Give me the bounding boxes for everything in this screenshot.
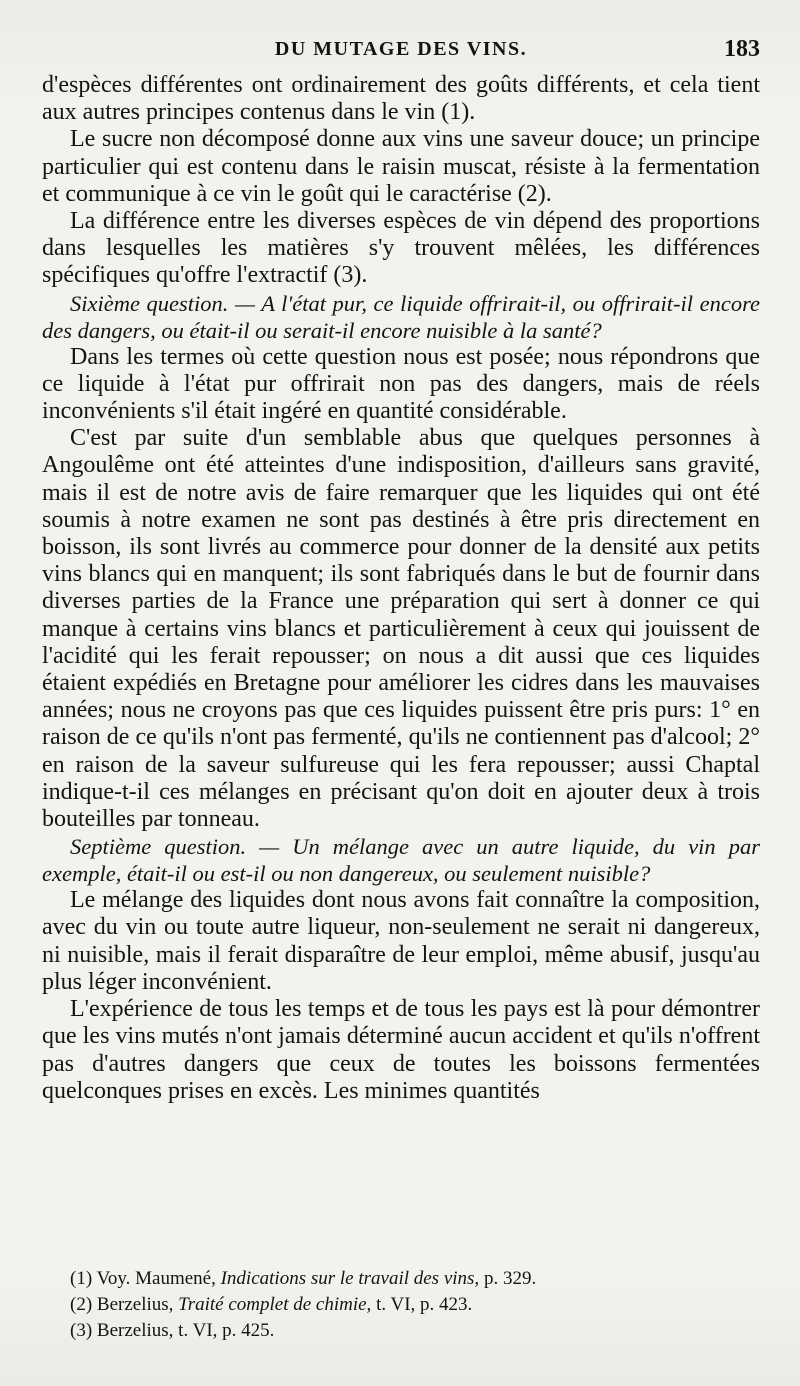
footnote-title: Traité complet de chimie, <box>178 1294 372 1315</box>
footnote-author: Voy. Maumené, <box>96 1268 216 1289</box>
footnote-title: Indications sur le travail des vins, <box>220 1268 480 1289</box>
paragraph: L'expérience de tous les temps et de tous les pays est là pour démontrer que les vins mutés n'ont jamais déterminé aucun accident et qu'ils n'offrent pas d'autres dangers que ceux de toutes les boissons fermentées quelconques prises en excès. Les minimes quantités <box>42 996 760 1104</box>
footnote-author: Berzelius, <box>96 1294 174 1315</box>
running-title: DU MUTAGE DES VINS. <box>274 38 528 60</box>
sixth-question <box>42 290 760 344</box>
body-text <box>42 72 760 1105</box>
footnote-author: Berzelius, <box>96 1320 174 1341</box>
paragraph: Dans les termes où cette question nous est posée; nous répondrons que ce liquide à l'état pur offrirait non pas des dangers, mais de réels inconvénients s'il était ingéré en quantité considérable. <box>42 343 760 425</box>
paragraph: Le sucre non décomposé donne aux vins une saveur douce; un principe particulier qui est contenu dans le raisin muscat, résiste à la fermentation et communique à ce vin le goût qui le caractérise (2). <box>42 126 760 207</box>
footnote-marker: (2) <box>70 1294 93 1315</box>
footnote-ref: t. VI, p. 425. <box>178 1320 275 1341</box>
question-text: — A l'état pur, ce liquide offrirait-il, ou offrirait-il encore des dangers, ou était-il ou serait-il encore nuisible à la santé? <box>42 290 760 343</box>
footnote-ref: t. VI, p. 423. <box>376 1294 473 1315</box>
footnote <box>70 1266 760 1292</box>
seventh-question <box>42 833 760 887</box>
paragraph: C'est par suite d'un semblable abus que quelques personnes à Angoulême ont été atteintes d'une indisposition, d'ailleurs sans gravité, mais il est de notre avis de faire remarquer que les liquides qui ont été soumis à notre examen ne sont pas destinés à être pris directement en boisson, ils sont livrés au commerce pour donner de la densité aux petits vins blancs qui en manquent; ils sont fabriqués dans le but de fournir dans diverses parties de la France une préparation qui sert à donner ce qui manque à certains vins blancs et particulièrement à ceux qui jouissent de l'acidité qui les ferait repousser; on nous a dit aussi que ces liquides étaient expédiés en Bretagne pour améliorer les cidres dans les mauvaises années; nous ne croyons pas que ces liquides puissent être pris purs: 1° en raison de ce qu'ils n'ont pas fermenté, qu'ils ne contiennent pas d'alcool; 2° en raison de la saveur sulfureuse qui les fera repousser; aussi Chaptal indique-t-il ces mélanges en précisant qu'on doit en ajouter deux à trois bouteilles par tonneau. <box>42 425 760 833</box>
footnotes <box>70 1266 760 1344</box>
question-label: Septième question. <box>70 834 247 860</box>
page-number: 183 <box>724 36 760 62</box>
question-text: — Un mélange avec un autre liquide, du vin par exemple, était-il ou est-il ou non dangereux, ou seulement nuisible? <box>42 834 760 887</box>
footnote-ref: p. 329. <box>483 1268 537 1289</box>
footnote <box>70 1318 760 1344</box>
paragraph: Le mélange des liquides dont nous avons fait connaître la composition, avec du vin ou toute autre liqueur, non-seulement ne serait ni dangereux, ni nuisible, mais il ferait disparaître de leur emploi, même abusif, jusqu'au plus léger inconvénient. <box>42 887 760 995</box>
paragraph: d'espèces différentes ont ordinairement des goûts différents, et cela tient aux autres principes contenus dans le vin (1). <box>42 72 760 126</box>
paragraph: La différence entre les diverses espèces de vin dépend des proportions dans lesquelles les matières s'y trouvent mêlées, les différences spécifiques qu'offre l'extractif (3). <box>42 208 760 289</box>
page-header <box>42 30 760 72</box>
footnote-marker: (3) <box>70 1320 93 1341</box>
footnote-marker: (1) <box>70 1268 93 1289</box>
question-label: Sixième question. <box>70 290 229 316</box>
footnote <box>70 1292 760 1318</box>
